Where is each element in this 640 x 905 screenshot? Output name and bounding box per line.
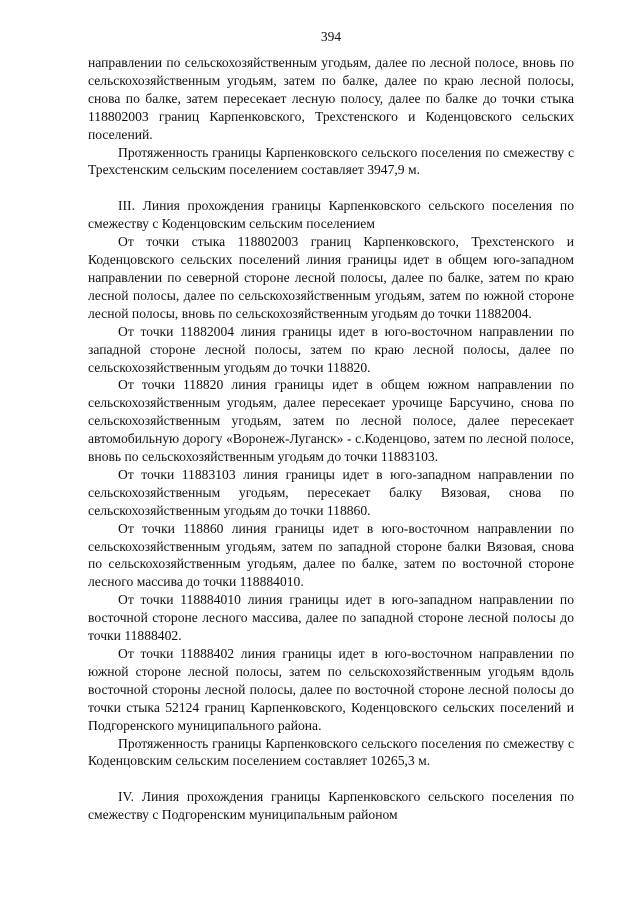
section-3-paragraph: От точки 11883103 линия границы идет в юго-западном направлении по сельскохозяйственным угодьям, пересекает балку Вязовая, снова по сельскохозяйственным угодьям до точки 118860.	[88, 466, 574, 518]
paragraph-continued: направлении по сельскохозяйственным угодьям, далее по лесной полосе, вновь по сельскохозяйственным угодьям, затем по балке, далее по краю лесной полосы, снова по балке, затем пересекает лесную полосу, далее по балке до точки стыка 118802003 границ Карпенковского, Трехстенского и Коденцовского сельских поселений.	[88, 55, 574, 142]
section-3-paragraph: От точки 118820 линия границы идет в общем южном направлении по сельскохозяйственным угодьям, далее пересекает урочище Барсучино, снова по сельскохозяйственным угодьям, затем по лесной полосе, далее пересекает автомобильную дорогу «Воронеж-Луганск» - с.Коденцово, затем по лесной полосе, вновь по сельскохозяйственным угодьям до точки 11883103.	[88, 377, 574, 465]
section-4-heading: IV. Линия прохождения границы Карпенковского сельского поселения по смежеству с Подгоренским муниципальным районом	[88, 789, 574, 823]
spacer	[88, 179, 574, 197]
section-3-paragraph: От точки 11888402 линия границы идет в юго-восточном направлении по южной стороне лесной полосы, затем по сельскохозяйственным угодьям вдоль восточной стороны лесной полосы, далее по восточной стороне лесной полосы до точки стыка 52124 границ Карпенковского, Коденцовского сельских поселений и Подгоренского муниципального района.	[88, 646, 574, 733]
paragraph-length-trehstenskoe: Протяженность границы Карпенковского сельского поселения по смежеству с Трехстенским сельским поселением составляет 3947,9 м.	[88, 144, 574, 178]
section-3-paragraph: От точки 118884010 линия границы идет в юго-западном направлении по восточной стороне лесного массива, далее по западной стороне лесной полосы до точки 11888402.	[88, 592, 574, 644]
section-3-paragraph: От точки стыка 118802003 границ Карпенковского, Трехстенского и Коденцовского сельских поселений линия границы идет в общем юго-западном направлении по северной стороне лесной полосы, далее по балке, затем по краю лесной полосы, далее по сельскохозяйственным угодьям, затем по южной стороне лесной полосы, вновь по сельскохозяйственным угодьям до точки 11882004.	[88, 234, 574, 321]
section-3-heading: III. Линия прохождения границы Карпенковского сельского поселения по смежеству с Коденцовским сельским поселением	[88, 198, 574, 232]
section-3-paragraph: От точки 118860 линия границы идет в юго-восточном направлении по сельскохозяйственным угодьям, затем по западной стороне балки Вязовая, снова по сельскохозяйственным угодьям, далее по балке, затем по восточной стороне лесного массива до точки 118884010.	[88, 520, 574, 590]
paragraph-length-kodentsovo: Протяженность границы Карпенковского сельского поселения по смежеству с Коденцовским сельским поселением составляет 10265,3 м.	[88, 735, 574, 769]
page-number: 394	[320, 29, 342, 44]
section-3-paragraph: От точки 11882004 линия границы идет в юго-восточном направлении по западной стороне лесной полосы, затем по краю лесной полосы, далее по сельскохозяйственным угодьям до точки 118820.	[88, 323, 574, 375]
spacer	[88, 770, 574, 788]
